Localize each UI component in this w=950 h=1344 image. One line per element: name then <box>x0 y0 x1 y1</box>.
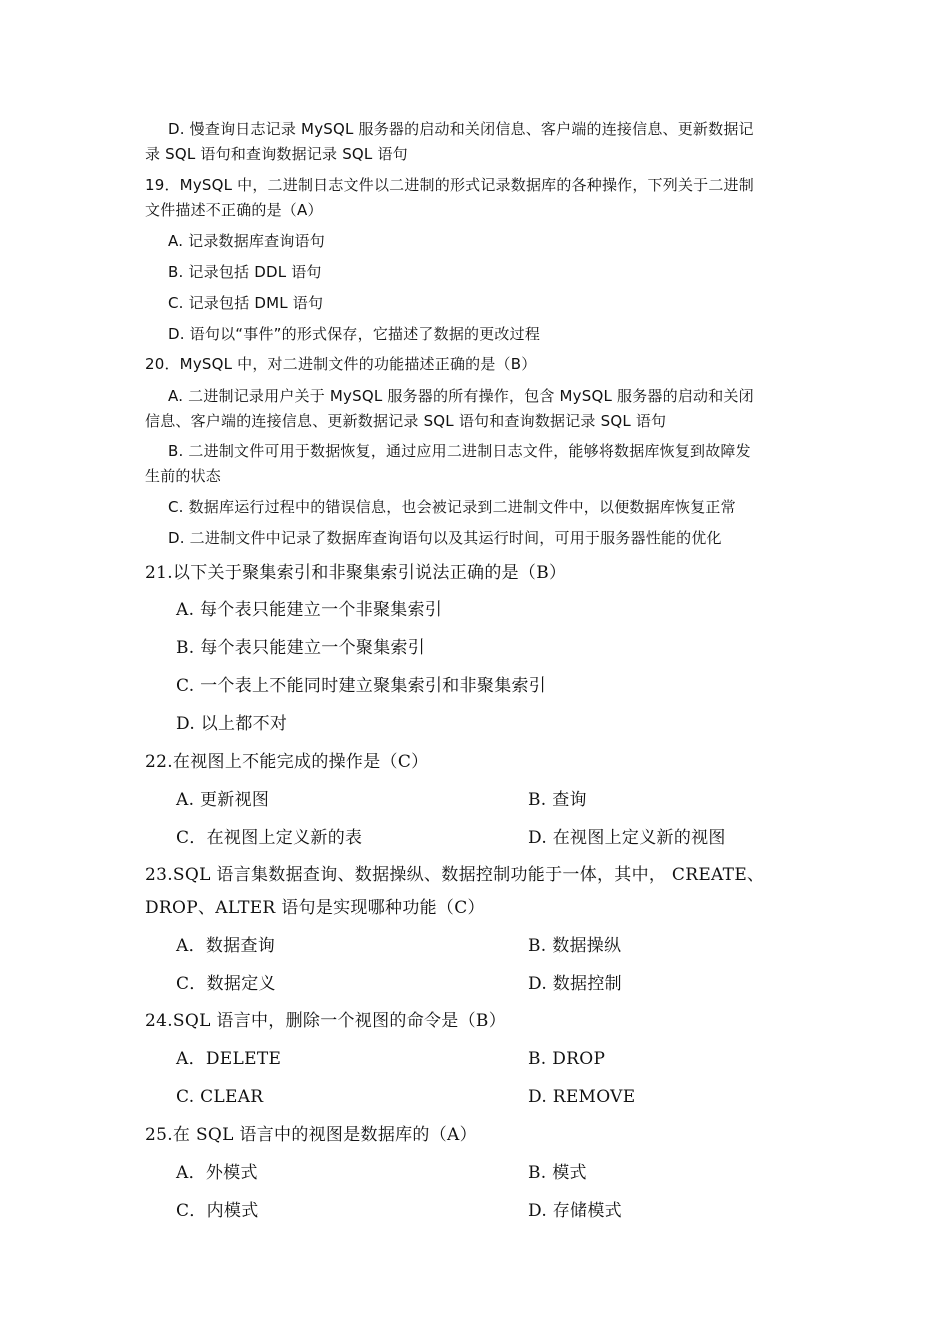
q22-stem: 22.在视图上不能完成的操作是（C） <box>145 752 429 772</box>
q21-option-b: B. 每个表只能建立一个聚集索引 <box>176 638 426 658</box>
q18-option-d-line2: 录 SQL 语句和查询数据记录 SQL 语句 <box>145 145 408 163</box>
q24-option-c: C. CLEAR <box>176 1087 264 1107</box>
q19-option-a: A. 记录数据库查询语句 <box>168 232 325 250</box>
q24-option-a: A．DELETE <box>176 1049 282 1069</box>
q23-option-d: D. 数据控制 <box>528 974 622 994</box>
q23-stem-line1: 23.SQL 语言集数据查询、数据操纵、数据控制功能于一体，其中， CREATE、 <box>145 865 765 885</box>
q23-option-c: C．数据定义 <box>176 974 276 994</box>
q22-option-a: A. 更新视图 <box>176 790 270 810</box>
q18-option-d-line1: D. 慢查询日志记录 MySQL 服务器的启动和关闭信息、客户端的连接信息、更新数据记 <box>168 120 754 138</box>
q23-option-a: A．数据查询 <box>176 936 276 956</box>
q23-stem-line2: DROP、ALTER 语句是实现哪种功能（C） <box>145 898 485 918</box>
q20-option-a-line2: 信息、客户端的连接信息、更新数据记录 SQL 语句和查询数据记录 SQL 语句 <box>145 412 667 430</box>
q19-option-c: C. 记录包括 DML 语句 <box>168 294 324 312</box>
q21-option-c: C. 一个表上不能同时建立聚集索引和非聚集索引 <box>176 676 547 696</box>
q20-stem: 20．MySQL 中，对二进制文件的功能描述正确的是（B） <box>145 355 537 373</box>
q21-stem: 21.以下关于聚集索引和非聚集索引说法正确的是（B） <box>145 563 567 583</box>
q24-option-d: D. REMOVE <box>528 1087 636 1107</box>
q24-stem: 24.SQL 语言中，删除一个视图的命令是（B） <box>145 1011 507 1031</box>
q25-option-b: B. 模式 <box>528 1163 587 1183</box>
q24-option-b: B. DROP <box>528 1049 606 1069</box>
q19-stem-line2: 文件描述不正确的是（A） <box>145 201 323 219</box>
q20-option-d: D. 二进制文件中记录了数据库查询语句以及其运行时间，可用于服务器性能的优化 <box>168 529 722 547</box>
q22-option-b: B. 查询 <box>528 790 587 810</box>
q21-option-d: D. 以上都不对 <box>176 714 288 734</box>
q19-stem-line1: 19．MySQL 中，二进制日志文件以二进制的形式记录数据库的各种操作，下列关于二进制 <box>145 176 754 194</box>
q19-option-b: B. 记录包括 DDL 语句 <box>168 263 322 281</box>
q22-option-c: C．在视图上定义新的表 <box>176 828 363 848</box>
q23-option-b: B. 数据操纵 <box>528 936 622 956</box>
q22-option-d: D. 在视图上定义新的视图 <box>528 828 726 848</box>
q25-stem: 25.在 SQL 语言中的视图是数据库的（A） <box>145 1125 477 1145</box>
q20-option-c: C. 数据库运行过程中的错误信息，也会被记录到二进制文件中，以便数据库恢复正常 <box>168 498 736 516</box>
q25-option-c: C．内模式 <box>176 1201 259 1221</box>
q25-option-a: A．外模式 <box>176 1163 258 1183</box>
q19-option-d: D. 语句以“事件”的形式保存，它描述了数据的更改过程 <box>168 325 541 343</box>
q21-option-a: A. 每个表只能建立一个非聚集索引 <box>176 600 443 620</box>
q20-option-b-line2: 生前的状态 <box>145 467 222 485</box>
q25-option-d: D. 存储模式 <box>528 1201 622 1221</box>
q20-option-a-line1: A. 二进制记录用户关于 MySQL 服务器的所有操作，包含 MySQL 服务器的启动和关闭 <box>168 387 754 405</box>
q20-option-b-line1: B. 二进制文件可用于数据恢复，通过应用二进制日志文件，能够将数据库恢复到故障发 <box>168 442 751 460</box>
